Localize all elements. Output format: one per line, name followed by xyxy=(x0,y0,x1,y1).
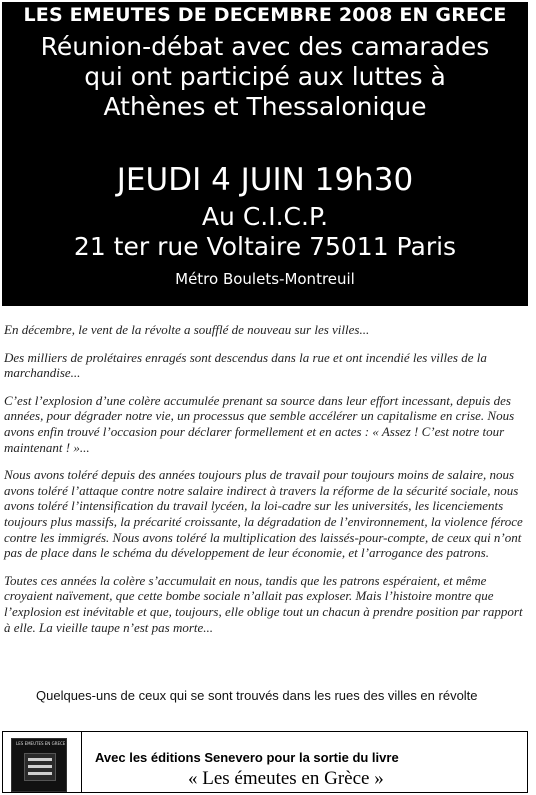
book-cover-art xyxy=(24,753,56,781)
header-line-2: qui ont participé aux luttes à xyxy=(84,62,446,91)
header-line-3: Athènes et Thessalonique xyxy=(103,92,427,121)
event-venue: Au C.I.C.P. xyxy=(201,202,329,231)
paragraph: C’est l’explosion d’une colère accumulée prenant sa source dans leur effort incessant, depuis des années, pour dégrader notre vie, un processus que semble accélérer un capitalisme en crise. Nous avons enfin trouvé l’occasion pour déclarer formellement et en actes : « Assez ! C’est notre tour maintenant ! »... xyxy=(4,392,515,455)
header-title: LES EMEUTES DE DECEMBRE 2008 EN GRECE xyxy=(23,4,507,26)
paragraph: Des milliers de prolétaires enragés sont descendus dans la rue et ont incendié les villes de la marchandise... xyxy=(4,349,487,381)
event-address: 21 ter rue Voltaire 75011 Paris xyxy=(73,232,457,261)
paragraph: Nous avons toléré depuis des années toujours plus de travail pour toujours moins de salaire, nous avons toléré l’attaque contre notre salaire indirect à travers la réforme de la sécurité sociale, nous avons toléré l’intensification du travail lycéen, la loi-cadre sur les universités, les licenciements toujours plus massifs, la précarité croissante, la dégradation de l’environnement, la violence féroce contre les immigrés. Nous avons toléré la multiplication des laissés-pour-compte, de ceux qui n’ont pas de place dans le schéma du développement de leur économie, et l’arrogance des patrons. xyxy=(4,467,523,561)
book-title: « Les émeutes en Grèce » xyxy=(188,768,384,789)
footer-box xyxy=(2,731,528,793)
header-banner xyxy=(2,2,528,306)
body-text xyxy=(4,322,526,647)
book-cover-image xyxy=(11,738,67,792)
header-line-1: Réunion-débat avec des camarades xyxy=(40,32,490,61)
paragraph: En décembre, le vent de la révolte a soufflé de nouveau sur les villes... xyxy=(4,322,370,337)
event-metro: Métro Boulets-Montreuil xyxy=(175,270,355,288)
event-date: JEUDI 4 JUIN 19h30 xyxy=(116,162,414,198)
signature: Quelques-uns de ceux qui se sont trouvés dans les rues des villes en révolte xyxy=(36,688,478,703)
paragraph: Toutes ces années la colère s’accumulait en nous, tandis que les patrons espéraient, et même croyaient naïvement, que cette bombe sociale n’allait pas exploser. Mais l’histoire montre que l’explosion est inévitable et que, toujours, elle oblige tout un chacun à prendre position par rapport à elle. La vieille taupe n’est pas morte... xyxy=(4,572,523,635)
footer-text: Avec les éditions Senevero pour la sortie du livre xyxy=(95,750,399,765)
footer-divider xyxy=(81,732,82,792)
book-cover-text: LES EMEUTES EN GRECE xyxy=(16,741,66,746)
